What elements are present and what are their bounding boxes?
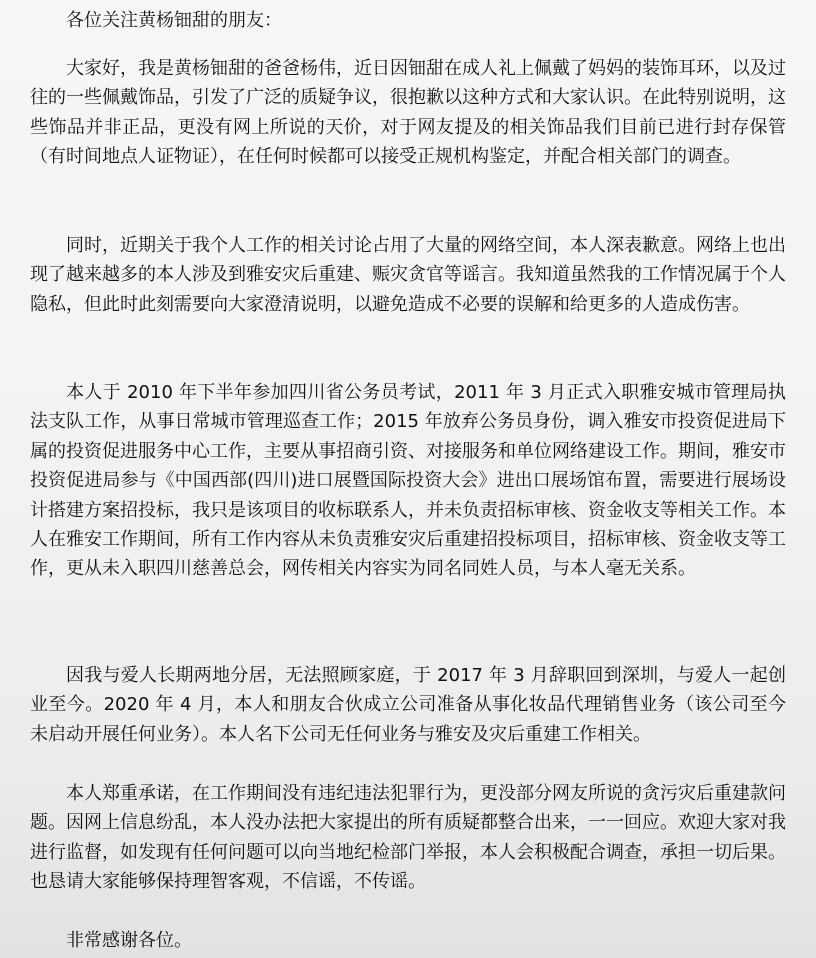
paragraph-greeting-and-jewelry: 大家好，我是黄杨钿甜的爸爸杨伟，近日因钿甜在成人礼上佩戴了妈妈的装饰耳环，以及过往的一些佩戴饰品，引发了广泛的质疑争议，很抱歉以这种方式和大家认识。在此特别说明，这些饰品并非正品，更没有网上所说的天价，对于网友提及的相关饰品我们目前已进行封存保管（有时间地点人证物证），在任何时候都可以接受正规机构鉴定，并配合相关部门的调查。 bbox=[30, 58, 786, 168]
salutation: 各位关注黄杨钿甜的朋友： bbox=[66, 10, 282, 31]
paragraph-pledge: 本人郑重承诺，在工作期间没有违纪违法犯罪行为，更没部分网友所说的贪污灾后重建款问题。因网上信息纷乱，本人没办法把大家提出的所有质疑都整合出来，一一回应。欢迎大家对我进行监督，如发现有任何问题可以向当地纪检部门举报，本人会积极配合调查，承担一切后果。也恳请大家能够保持理智客观，不信谣，不传谣。 bbox=[30, 783, 786, 893]
paragraph-work-rumors: 同时，近期关于我个人工作的相关讨论占用了大量的网络空间，本人深表歉意。网络上也出现了越来越多的本人涉及到雅安灾后重建、赈灾贪官等谣言。我知道虽然我的工作情况属于个人隐私，但此时此刻需要向大家澄清说明，以避免造成不必要的误解和给更多的人造成伤害。 bbox=[30, 235, 786, 315]
paragraph-resignation-and-business: 因我与爱人长期两地分居，无法照顾家庭，于 2017 年 3 月辞职回到深圳，与爱人一起创业至今。2020 年 4 月，本人和朋友合伙成立公司准备从事化妆品代理销售业务（该公司至今未启动开展任何业务）。本人名下公司无任何业务与雅安及灾后重建工作相关。 bbox=[30, 665, 786, 745]
closing-thanks: 非常感谢各位。 bbox=[66, 930, 192, 951]
paragraph-work-history: 本人于 2010 年下半年参加四川省公务员考试，2011 年 3 月正式入职雅安城市管理局执法支队工作，从事日常城市管理巡查工作；2015 年放弃公务员身份，调入雅安市投资促进局下属的投资促进服务中心工作，主要从事招商引资、对接服务和单位网络建设工作。期间，雅安市投资促进局参与《中国西部(四川)进口展暨国际投资大会》进出口展场馆布置，需要进行展场设计搭建方案招投标，我只是该项目的收标联系人，并未负责招标审核、资金收支等相关工作。本人在雅安工作期间，所有工作内容从未负责雅安灾后重建招投标项目，招标审核、资金收支等工作，更从未入职四川慈善总会，网传相关内容实为同名同姓人员，与本人毫无关系。 bbox=[30, 382, 786, 580]
